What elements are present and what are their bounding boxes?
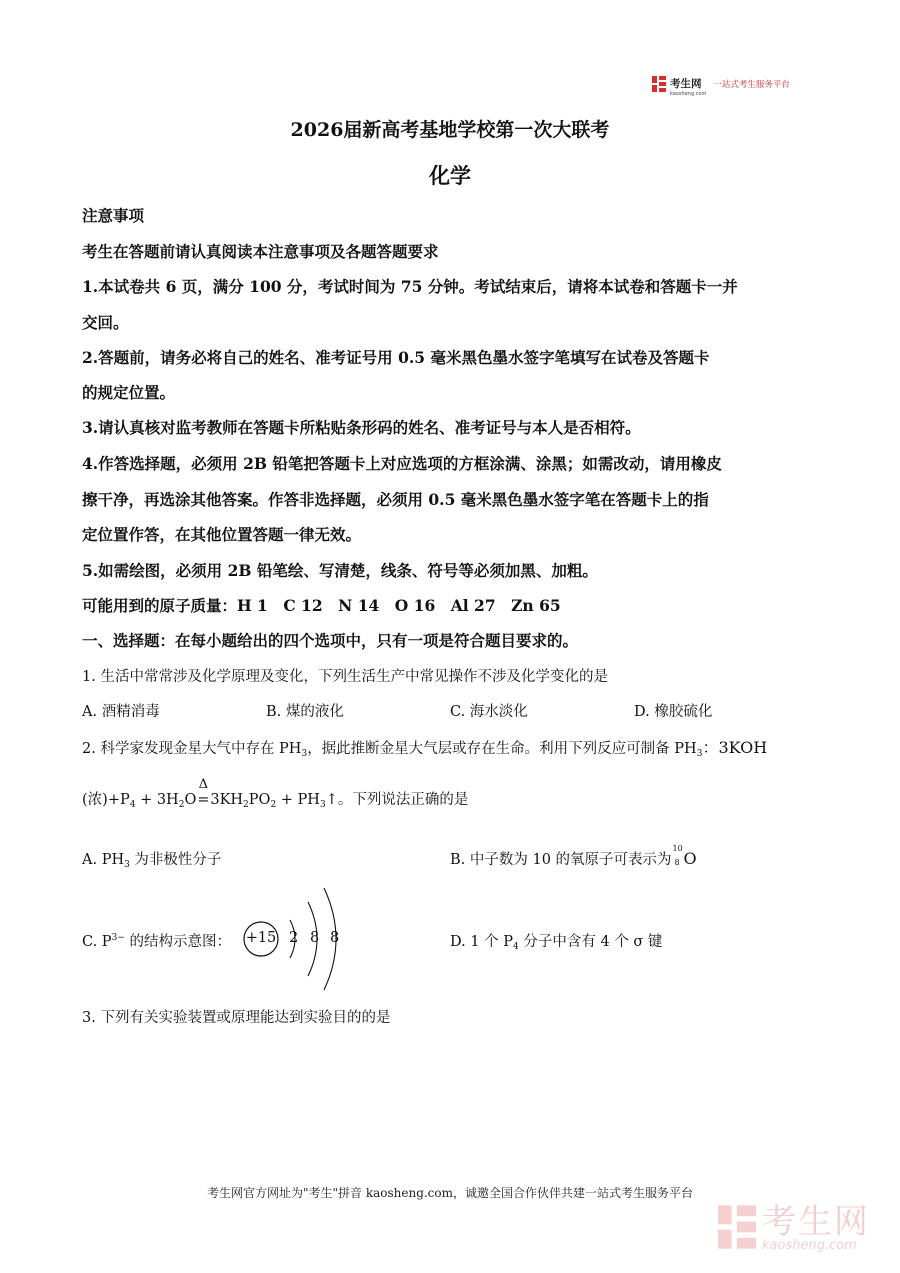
note-line: 定位置作答，在其他位置答题一律无效。	[82, 525, 362, 544]
watermark-url: kaosheng.com	[762, 1238, 857, 1253]
q1-option-d: D. 橡胶硫化	[634, 704, 713, 720]
q2-text: 2. 科学家发现金星大气中存在 PH	[82, 741, 302, 757]
subscript: 2	[178, 800, 185, 810]
q1-stem: 1. 生活中常常涉及化学原理及变化，下列生活生产中常见操作不涉及化学变化的是	[82, 669, 608, 685]
eq-text: PO	[248, 792, 271, 808]
eq-text: + 3H	[135, 792, 179, 808]
logo-url: kaosheng.com	[670, 90, 707, 97]
shell-electron-count: 2	[289, 930, 299, 946]
logo-name: 考生网	[670, 77, 702, 90]
eq-text: (浓)+P	[82, 792, 130, 808]
q3-stem: 3. 下列有关实验装置或原理能达到实验目的的是	[82, 1010, 391, 1026]
eq-text: O	[184, 792, 197, 808]
subscript: 2	[270, 800, 277, 810]
note-line: 的规定位置。	[82, 383, 176, 402]
equals-sign: =	[197, 792, 210, 808]
shell-electron-count: 8	[310, 930, 320, 946]
q2-option-a	[82, 848, 221, 870]
atomic-structure-diagram	[240, 886, 350, 992]
option-text: 分子中含有 4 个 σ 键	[518, 934, 663, 950]
reaction-arrow	[196, 777, 210, 808]
q2-equation-line	[82, 777, 814, 810]
q2-text: ，据此推断金星大气层或存在生命。利用下列反应可制备 PH	[307, 741, 697, 757]
note-line: 1.本试卷共 6 页，满分 100 分，考试时间为 75 分钟。考试结束后，请将本试卷和答题卡一并	[82, 277, 738, 296]
watermark	[718, 1203, 870, 1255]
notes-heading: 注意事项	[82, 206, 145, 225]
logo-slogan: 一站式考生服务平台	[713, 80, 790, 90]
shell-electron-count: 8	[330, 930, 340, 946]
page-footer: 考生网官方网址为"考生"拼音 kaosheng.com，诚邀全国合作伙伴共建一站式考生服务平台	[206, 1186, 694, 1200]
option-text: B. 中子数为 10 的氧原子可表示为	[450, 852, 672, 868]
element-symbol: O	[683, 849, 697, 868]
eq-text: + PH	[276, 792, 320, 808]
note-line: 擦干净，再选涂其他答案。作答非选择题，必须用 0.5 毫米黑色墨水签字笔在答题卡上的指	[82, 490, 709, 509]
note-line: 交回。	[82, 313, 129, 332]
notes-intro: 考生在答题前请认真阅读本注意事项及各题答题要求	[82, 242, 439, 261]
subscript: 4	[513, 942, 519, 952]
q2-text: ：3KOH	[702, 738, 768, 757]
isotope-notation	[672, 844, 684, 867]
subscript: 3	[319, 800, 326, 810]
section-heading: 一、选择题：在每小题给出的四个选项中，只有一项是符合题目要求的。	[82, 631, 579, 650]
exam-title: 2026届新高考基地学校第一次大联考	[290, 119, 610, 141]
option-text: D. 1 个 P	[450, 934, 514, 950]
exam-subject: 化学	[429, 163, 471, 188]
subscript: 3	[301, 749, 308, 759]
option-text: 为非极性分子	[129, 852, 222, 868]
atomic-masses: 可能用到的原子质量：H 1 C 12 N 14 O 16 Al 27 Zn 65	[82, 596, 561, 615]
q1-option-b: B. 煤的液化	[266, 704, 344, 720]
superscript: 3−	[111, 933, 125, 943]
note-line: 2.答题前，请务必将自己的姓名、准考证号用 0.5 毫米黑色墨水签字笔填写在试卷及答题卡	[82, 348, 710, 367]
watermark-text-block	[762, 1202, 870, 1253]
q2-option-d	[450, 930, 662, 952]
eq-text: ↑。下列说法正确的是	[325, 792, 469, 808]
note-line: 3.请认真核对监考教师在答题卡所粘贴条形码的姓名、准考证号与本人是否相符。	[82, 418, 641, 437]
watermark-logo-icon	[718, 1203, 756, 1255]
kaosheng-logo-icon	[652, 76, 666, 92]
header-logo	[652, 74, 790, 97]
subscript: 2	[243, 800, 249, 810]
subscript: 4	[129, 800, 136, 810]
q1-option-a: A. 酒精消毒	[82, 704, 160, 720]
subscript: 3	[696, 749, 703, 759]
option-text: 的结构示意图：	[124, 934, 231, 950]
nucleus-charge: +15	[245, 930, 277, 946]
note-line: 5.如需绘图，必须用 2B 铅笔绘、写清楚，线条、符号等必须加黑、加粗。	[82, 561, 598, 580]
logo-text-block	[670, 72, 706, 97]
atomic-number: 8	[674, 858, 680, 867]
option-text: C. P	[82, 934, 112, 950]
eq-text: 3KH	[210, 792, 244, 808]
option-text: A. PH	[82, 852, 125, 868]
watermark-text: 考生网	[762, 1202, 870, 1242]
note-line: 4.作答选择题，必须用 2B 铅笔把答题卡上对应选项的方框涂满、涂黑；如需改动，请用橡皮	[82, 454, 722, 473]
q2-option-b	[450, 844, 697, 869]
heat-symbol: Δ	[198, 777, 209, 792]
mass-number: 10	[672, 844, 683, 853]
q2-stem-line1	[82, 735, 814, 759]
subscript: 3	[124, 860, 130, 870]
q2-option-c	[82, 930, 231, 951]
q1-option-c: C. 海水淡化	[450, 704, 528, 720]
